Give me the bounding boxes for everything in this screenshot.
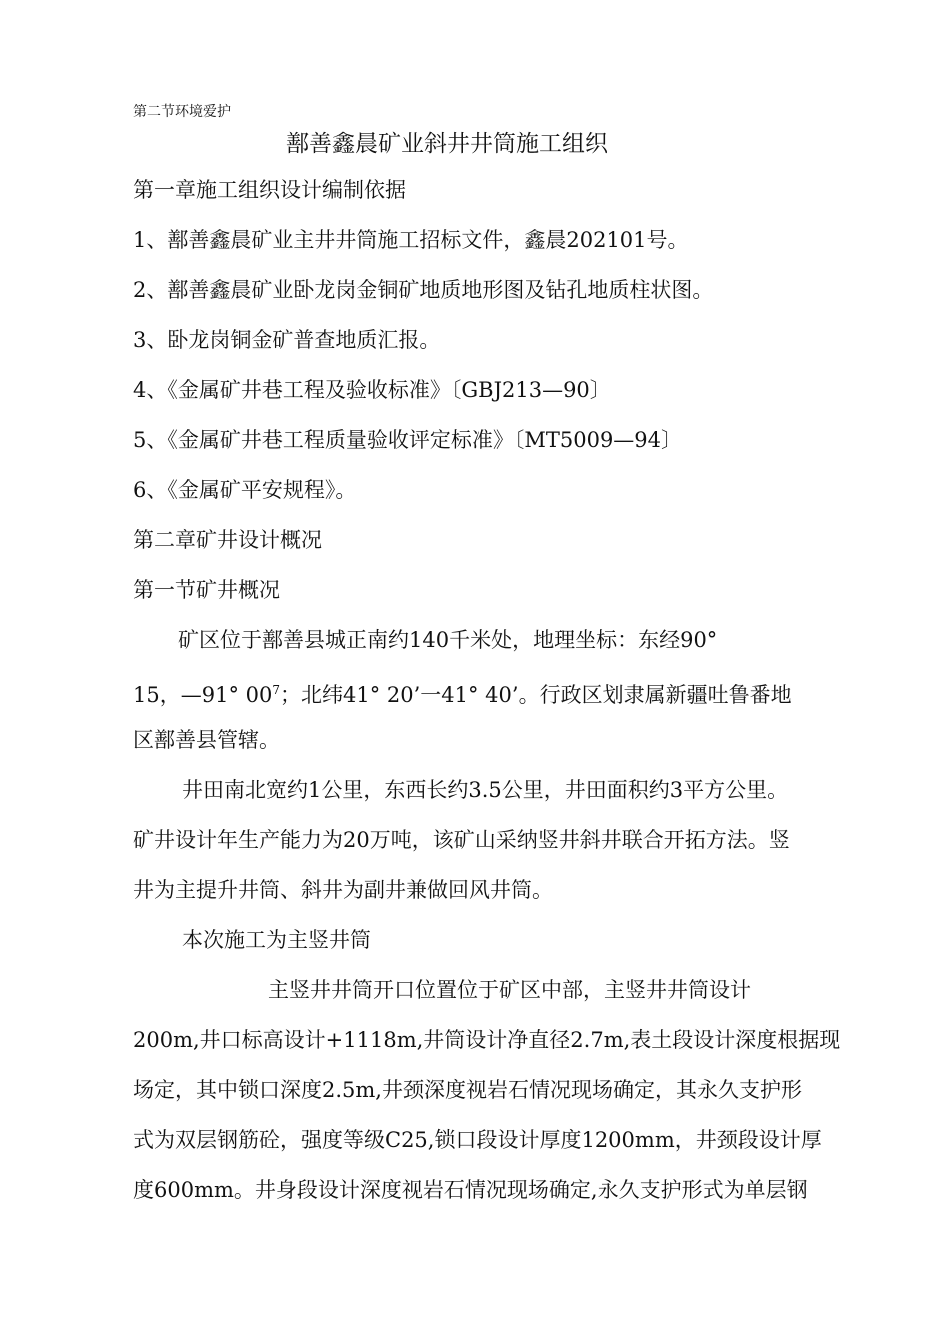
paragraph-line: 本次施工为主竖井筒	[182, 928, 371, 952]
chapter-heading-2: 第二章矿井设计概况	[133, 528, 322, 552]
header-note: 第二节环境爱护	[133, 104, 231, 120]
paragraph-line: 式为双层钢筋砼，强度等级C25,锁口段设计厚度1200mm，井颈段设计厚	[133, 1128, 822, 1152]
list-item: 6、《金属矿平安规程》。	[133, 478, 357, 502]
paragraph-line: 矿区位于鄯善县城正南约140千米处，地理坐标：东经90°	[178, 628, 718, 652]
chapter-heading-1: 第一章施工组织设计编制依据	[133, 178, 406, 202]
paragraph-line: 矿井设计年生产能力为20万吨，该矿山采纳竖井斜井联合开拓方法。竖	[133, 828, 790, 852]
document-title: 鄯善鑫晨矿业斜井井筒施工组织	[286, 131, 608, 157]
coordinate-text-rest: ；北纬41° 20’一41° 40’。行政区划隶属新疆吐鲁番地	[279, 683, 792, 707]
list-item: 4、《金属矿井巷工程及验收标准》〔GBJ213—90〕	[133, 378, 611, 402]
list-item: 2、鄯善鑫晨矿业卧龙岗金铜矿地质地形图及钻孔地质柱状图。	[133, 278, 714, 302]
list-item: 1、鄯善鑫晨矿业主井井筒施工招标文件，鑫晨202101号。	[133, 228, 689, 252]
list-item: 5、《金属矿井巷工程质量验收评定标准》〔MT5009—94〕	[133, 428, 683, 452]
paragraph-line: 井田南北宽约1公里，东西长约3.5公里，井田面积约3平方公里。	[182, 778, 789, 802]
section-heading: 第一节矿井概况	[133, 578, 280, 602]
paragraph-line: 井为主提升井筒、斜井为副井兼做回风井筒。	[133, 878, 553, 902]
paragraph-line: 场定，其中锁口深度2.5m,井颈深度视岩石情况现场确定，其永久支护形	[133, 1078, 802, 1102]
paragraph-line: 200m,井口标高设计+1118m,井筒设计净直径2.7m,表土段设计深度根据现	[133, 1028, 841, 1052]
superscript: 7	[272, 683, 280, 697]
list-item: 3、卧龙岗铜金矿普查地质汇报。	[133, 328, 441, 352]
paragraph-line: 度600mm。井身段设计深度视岩石情况现场确定,永久支护形式为单层钢	[133, 1178, 808, 1202]
paragraph-line	[133, 676, 792, 709]
paragraph-line: 区鄯善县管辖。	[133, 728, 280, 752]
coordinate-text: 15，—91° 00	[133, 683, 273, 707]
paragraph-line: 主竖井井筒开口位置位于矿区中部，主竖井井筒设计	[268, 978, 751, 1002]
